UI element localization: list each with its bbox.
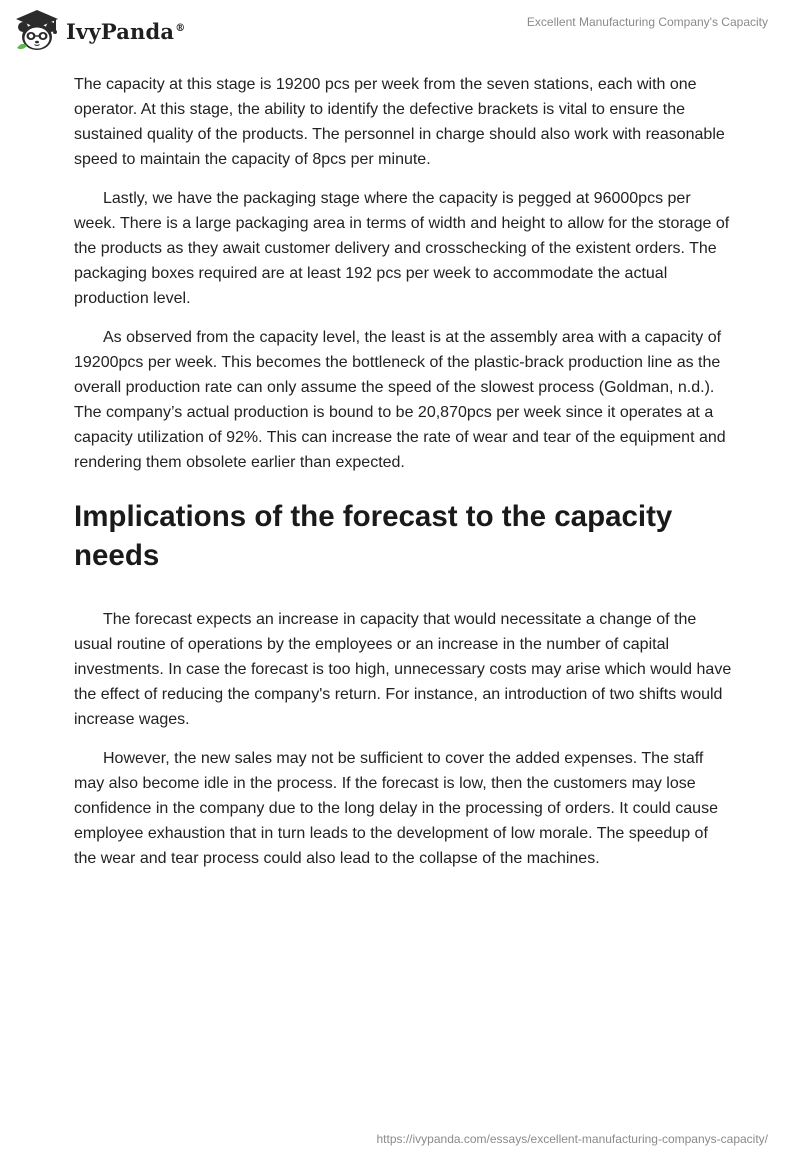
- document-title: Excellent Manufacturing Company's Capacity: [526, 15, 768, 29]
- essay-content: [74, 72, 734, 885]
- paragraph: The capacity at this stage is 19200 pcs per week from the seven stations, each with one operator. At this stage, the ability to identify the defective brackets is vital to ensure the sustained quality of the products. The personnel in charge should also work with reasonable speed to maintain the capacity of 8pcs per minute.: [74, 76, 725, 168]
- paragraph: The forecast expects an increase in capacity that would necessitate a change of the usual routine of operations by the employees or an increase in the number of capital investments. In case the forecast is too high, unnecessary costs may arise which would have the effect of reducing the company's return. For instance, an introduction of two shifts would increase wages.: [74, 611, 732, 728]
- paragraph: As observed from the capacity level, the least is at the assembly area with a capacity of 19200pcs per week. This becomes the bottleneck of the plastic-brack production line as the overall production rate can only assume the speed of the slowest process (Goldman, n.d.). The company’s actual production is bound to be 20,870pcs per week since it operates at a capacity utilization of 92%. This can increase the rate of wear and tear of the equipment and rendering them obsolete earlier than expected.: [74, 329, 726, 471]
- logo-text: IvyPanda®: [66, 18, 186, 44]
- paragraph: Lastly, we have the packaging stage where the capacity is pegged at 96000pcs per week. There is a large packaging area in terms of width and height to allow for the storage of the products as they await customer delivery and crosschecking of the existent orders. The packaging boxes required are at least 192 pcs per week to accommodate the actual production level.: [74, 190, 730, 307]
- paragraph: However, the new sales may not be sufficient to cover the added expenses. The staff may also become idle in the process. If the forecast is low, then the customers may lose confidence in the company due to the long delay in the processing of orders. It could cause employee exhaustion that in turn leads to the development of low morale. The speedup of the wear and tear process could also lead to the collapse of the machines.: [74, 750, 718, 867]
- page-header: [0, 0, 800, 62]
- section-heading: Implications of the forecast to the capacity needs: [74, 500, 673, 572]
- logo[interactable]: [14, 8, 185, 52]
- footer-url[interactable]: https://ivypanda.com/essays/excellent-manufacturing-companys-capacity/: [376, 1132, 768, 1146]
- panda-logo-icon: [14, 8, 60, 52]
